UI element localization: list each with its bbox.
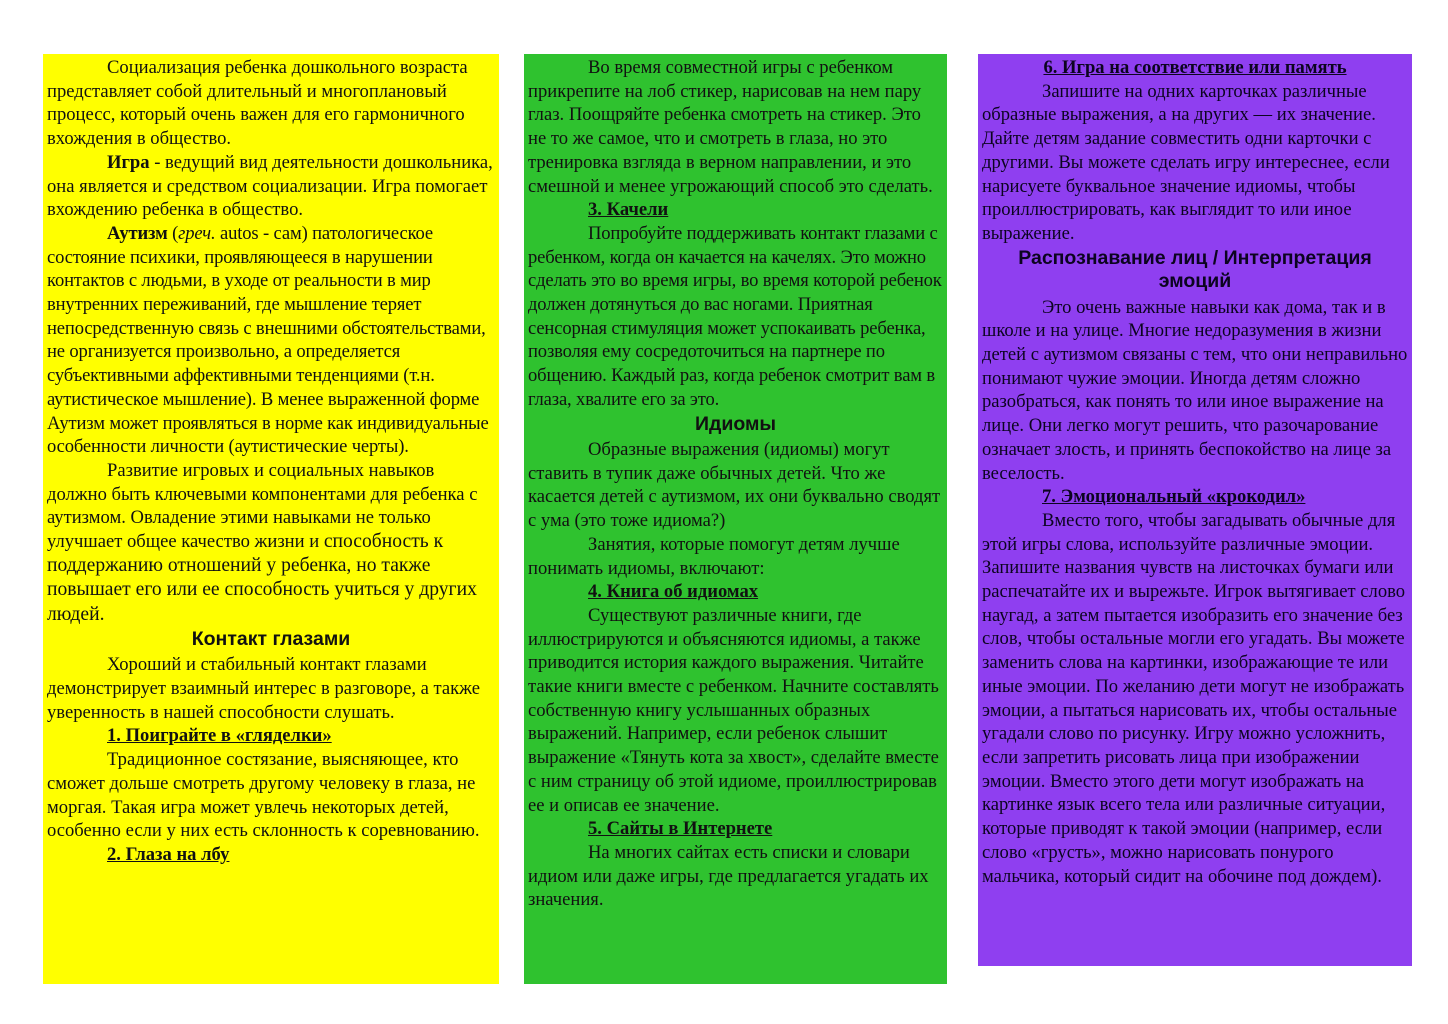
term-greek: греч.: [178, 222, 216, 244]
paragraph-skills-part2: способность к поддержанию отношений у ребенка, но также повышает его или ее способность учиться у других людей.: [47, 531, 477, 625]
column-green: [524, 54, 947, 984]
term-play: Игра: [107, 151, 150, 173]
paragraph-matching-game: Запишите на одних карточках различные образные выражения, а на других — их значение. Дайте детям задание совместить одни карточки с другими. Вы можете сделать игру интереснее, если нарисуете буквальное значение идиомы, чтобы проиллюстрировать, как выглядит то или иное выражение.: [982, 80, 1390, 244]
paragraph-emotional-crocodile: Вместо того, чтобы загадывать обычные для этой игры слова, используйте различные эмоции. Запишите названия чувств на листочках бумаги или распечатайте их и вырежьте. Игрок вытягивает слово наугад, а затем пытается изобразить его значение без слов, чтобы остальные могли его угадать. Вы можете заменить слова на картинки, изображающие те или иные эмоции. По желанию дети могут не изображать эмоции, а пытаться нарисовать их, чтобы остальные угадали слово по рисунку. Игру можно усложнить, если запретить рисовать лица при изображении эмоции. Вместо этого дети могут изображать на картинке язык всего тела или различные ситуации, которые приводят к такой эмоции (например, если слово «грусть», можно нарисовать понурого мальчика, который сидит на обочине под дождем).: [982, 509, 1406, 887]
paragraph-socialization: Социализация ребенка дошкольного возраста представляет собой длительный и многоплановый процесс, который очень важен для его гармоничного вхождения в общество.: [47, 57, 468, 150]
subheading-swings: 3. Качели: [588, 199, 669, 221]
heading-eye-contact: Контакт глазами: [191, 627, 351, 650]
subheading-emotional-crocodile: 7. Эмоциональный «крокодил»: [1042, 486, 1306, 508]
heading-idioms: Идиомы: [694, 412, 777, 435]
subheading-websites: 5. Сайты в Интернете: [588, 818, 773, 840]
column-yellow: [43, 54, 499, 984]
paragraph-activities: Занятия, которые помогут детям лучше понимать идиомы, включают:: [528, 533, 900, 579]
paragraph-autism-text: autos - сам) патологическое состояние психики, проявляющееся в нарушении контактов с людьми, в уходе от реальности в мир внутренних переживаний, где мышление теряет непосредственную связь с внешними обстоятельствами, не организуется произвольно, а определяется субъективными аффективными тенденциями (т.н. аутистическое мышление). В менее выраженной форме Аутизм может проявляться в норме как индивидуальные особенности личности (аутистические черты).: [47, 222, 489, 458]
subheading-matching-game: 6. Игра на соответствие или память: [1043, 57, 1347, 78]
paragraph-idioms-intro: Образные выражения (идиомы) могут ставить в тупик даже обычных детей. Что же касается детей с аутизмом, их они буквально сводят с ума (это тоже идиома?): [528, 439, 941, 532]
paragraph-face-recognition: Это очень важные навыки как дома, так и в школе и на улице. Многие недоразумения в жизни детей с аутизмом связаны с тем, что они неправильно понимают чужие эмоции. Иногда детям сложно разобраться, как понять то или иное выражение на лице. Они легко могут решить, что разочарование означает злость, и принять беспокойство на лице за веселость.: [982, 296, 1408, 484]
paragraph-websites: На многих сайтах есть списки и словари идиом или даже игры, где предлагается угадать их значения.: [528, 842, 929, 911]
paragraph-skills-part1: Развитие игровых и социальных навыков должно быть ключевыми компонентами для ребенка с аутизмом. Овладение этими навыками не только улучшает общее качество жизни и: [47, 459, 478, 553]
paragraph-play-text: - ведущий вид деятельности дошкольника, она является и средством социализации. Игра помогает вхождению ребенка в общество.: [47, 151, 493, 221]
paragraph-sticker: Во время совместной игры с ребенком прикрепите на лоб стикер, нарисовав на нем пару глаз. Поощряйте ребенка смотреть на стикер. Это не то же самое, что и смотреть в глаза, но это тренировка взгляда в верном направлении, и это смешной и менее угрожающий способ это сделать.: [528, 57, 933, 197]
paragraph-idiom-book: Существуют различные книги, где иллюстрируются и объясняются идиомы, а также приводится история каждого выражения. Читайте такие книги вместе с ребенком. Начните составлять собственную книгу услышанных образных выражений. Например, если ребенок слышит выражение «Тянуть кота за хвост», сделайте вместе с ним страницу об этой идиоме, проиллюстрировав ее и описав ее значение.: [528, 604, 939, 816]
paragraph-skills: [47, 459, 495, 627]
heading-face-recognition: Распознавание лиц / Интерпретация эмоций: [1018, 246, 1372, 293]
paragraph-staring-game: Традиционное состязание, выясняющее, кто сможет дольше смотреть другому человеку в глаза, не моргая. Такая игра может увлечь некоторых детей, особенно если у них есть склонность к соревнованию.: [47, 749, 480, 842]
subheading-staring-game: 1. Поиграйте в «гляделки»: [107, 725, 332, 747]
paragraph-swings: Попробуйте поддерживать контакт глазами с ребенком, когда он качается на качелях. Это можно сделать это во время игры, во время которой ребенок должен дотянуться до вас ногами. Приятная сенсорная стимуляция может успокаивать ребенка, позволяя ему сосредоточиться на партнере по общению. Каждый раз, когда ребенок смотрит вам в глаза, хвалите его за это.: [528, 222, 942, 410]
paragraph-autism: [47, 222, 495, 459]
subheading-eyes-on-forehead: 2. Глаза на лбу: [107, 844, 230, 865]
column-purple: [978, 54, 1412, 966]
paragraph-eye-contact: Хороший и стабильный контакт глазами демонстрирует взаимный интерес в разговоре, а также уверенность в нашей способности слушать.: [47, 654, 481, 723]
autism-paren-open: (: [167, 222, 179, 244]
subheading-idiom-book: 4. Книга об идиомах: [588, 581, 759, 603]
term-autism: Аутизм: [107, 222, 168, 244]
paragraph-play: [47, 151, 495, 222]
